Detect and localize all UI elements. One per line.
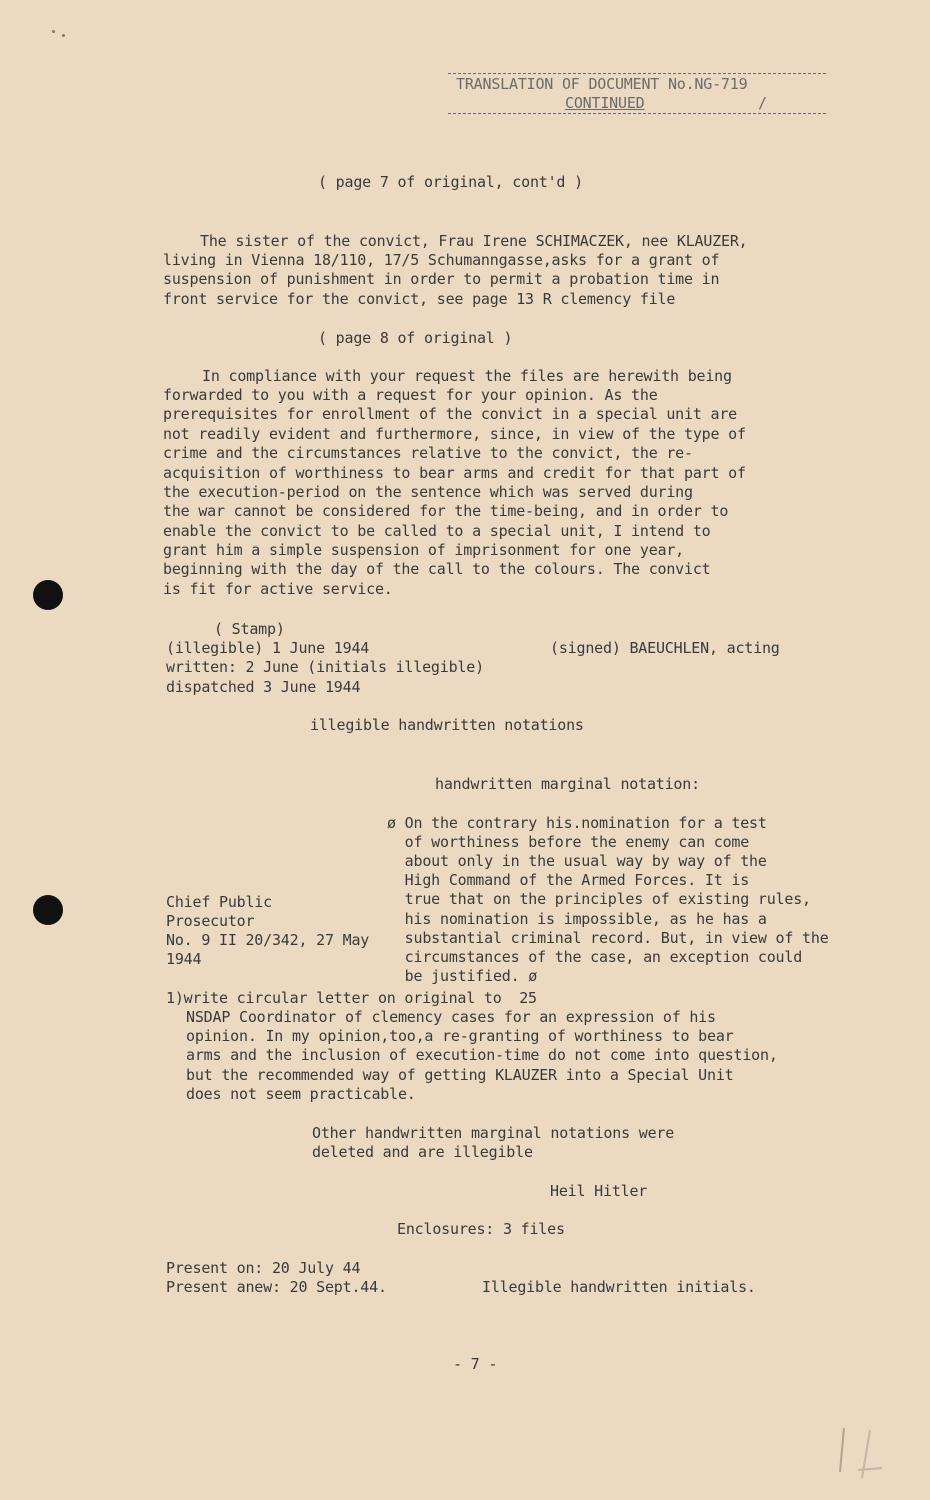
illegible-notations: illegible handwritten notations	[310, 716, 584, 734]
para2-line: grant him a simple suspension of imprisonment for one year,	[163, 541, 685, 559]
para2-line: not readily evident and furthermore, since, in view of the type of	[163, 425, 746, 443]
page7-heading: ( page 7 of original, cont'd )	[318, 173, 583, 191]
para2-line: acquisition of worthiness to bear arms and credit for that part of	[163, 464, 746, 482]
instruction-line: does not seem practicable.	[186, 1085, 416, 1103]
page-number: - 7 -	[453, 1355, 498, 1373]
prosecutor-line: 1944	[166, 950, 202, 968]
handwritten-mark	[830, 1420, 900, 1490]
stamp-line: written: 2 June (initials illegible)	[166, 658, 484, 676]
para1-line: suspension of punishment in order to permit a probation time in	[163, 270, 720, 288]
marginal-note-line: substantial criminal record. But, in view of the	[387, 929, 829, 947]
prosecutor-line: Chief Public	[166, 893, 272, 911]
para2-line: beginning with the day of the call to the colours. The convict	[163, 560, 711, 578]
para2-line: crime and the circumstances relative to the convict, the re-	[163, 444, 693, 462]
prosecutor-line: Prosecutor	[166, 912, 255, 930]
para2-line: In compliance with your request the files are herewith being	[202, 367, 732, 385]
para2-line: prerequisites for enrollment of the convict in a special unit are	[163, 405, 737, 423]
instruction-line: opinion. In my opinion,too,a re-granting of worthiness to bear	[186, 1027, 734, 1045]
punch-hole-top	[33, 580, 63, 610]
para1-line: living in Vienna 18/110, 17/5 Schumanngasse,asks for a grant of	[163, 251, 720, 269]
present-anew: Present anew: 20 Sept.44.	[166, 1278, 387, 1296]
paper-speck	[52, 30, 55, 33]
header-rule-bottom	[448, 113, 826, 114]
para1-line: The sister of the convict, Frau Irene SCHIMACZEK, nee KLAUZER,	[200, 232, 748, 250]
instruction-line: NSDAP Coordinator of clemency cases for an expression of his	[186, 1008, 716, 1026]
para2-line: forwarded to you with a request for your opinion. As the	[163, 386, 658, 404]
instruction-line: 1)write circular letter on original to 25	[166, 989, 537, 1007]
prosecutor-line: No. 9 II 20/342, 27 May	[166, 931, 370, 949]
marginal-note-line: be justified. ø	[387, 967, 538, 985]
header-mark: /	[758, 94, 767, 112]
paper-speck	[62, 34, 65, 37]
handwritten-initials: Illegible handwritten initials.	[482, 1278, 756, 1296]
punch-hole-bottom	[33, 895, 63, 925]
enclosures: Enclosures: 3 files	[397, 1220, 565, 1238]
other-notations-line: deleted and are illegible	[312, 1143, 533, 1161]
marginal-note-line: about only in the usual way by way of the	[387, 852, 767, 870]
marginal-heading: handwritten marginal notation:	[435, 775, 700, 793]
para2-line: the war cannot be considered for the time-being, and in order to	[163, 502, 729, 520]
para2-line: the execution-period on the sentence which was served during	[163, 483, 693, 501]
stamp-line: (illegible) 1 June 1944	[166, 639, 370, 657]
stamp-label: ( Stamp)	[214, 620, 285, 638]
closing: Heil Hitler	[550, 1182, 648, 1200]
marginal-note-line: his nomination is impossible, as he has a	[387, 910, 767, 928]
para2-line: enable the convict to be called to a special unit, I intend to	[163, 522, 711, 540]
instruction-line: arms and the inclusion of execution-time do not come into question,	[186, 1046, 778, 1064]
page8-heading: ( page 8 of original )	[318, 329, 513, 347]
signature-line: (signed) BAEUCHLEN, acting	[550, 639, 780, 657]
header-title: TRANSLATION OF DOCUMENT No.NG-719	[456, 75, 748, 93]
para2-line: is fit for active service.	[163, 580, 393, 598]
marginal-note-line: High Command of the Armed Forces. It is	[387, 871, 750, 889]
marginal-note-line: ø On the contrary his.nomination for a test	[387, 814, 767, 832]
stamp-line: dispatched 3 June 1944	[166, 678, 361, 696]
marginal-note-line: circumstances of the case, an exception could	[387, 948, 803, 966]
header-rule-top	[448, 73, 826, 74]
other-notations-line: Other handwritten marginal notations were	[312, 1124, 675, 1142]
marginal-note-line: true that on the principles of existing rules,	[387, 890, 811, 908]
para1-line: front service for the convict, see page 13 R clemency file	[163, 290, 676, 308]
header-continued: CONTINUED	[565, 94, 645, 112]
marginal-note-line: of worthiness before the enemy can come	[387, 833, 750, 851]
instruction-line: but the recommended way of getting KLAUZER into a Special Unit	[186, 1066, 734, 1084]
present-on: Present on: 20 July 44	[166, 1259, 361, 1277]
